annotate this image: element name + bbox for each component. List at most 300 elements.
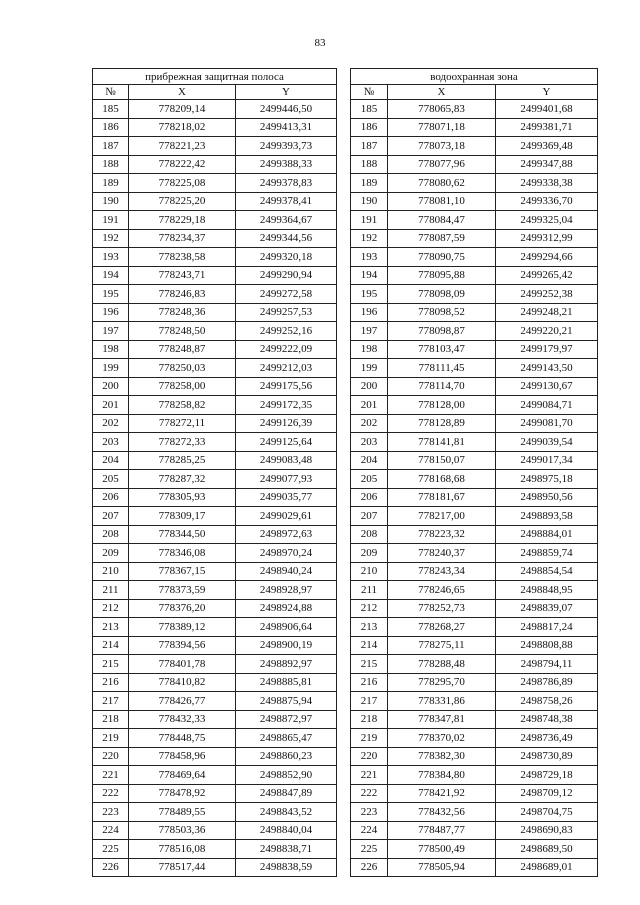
y-coordinate-cell: 2498859,74 xyxy=(496,544,598,563)
table-row xyxy=(351,747,598,766)
table-row xyxy=(93,599,337,618)
y-coordinate-cell: 2498689,50 xyxy=(496,840,598,859)
point-number-cell: 218 xyxy=(93,710,129,729)
y-coordinate-cell: 2498872,97 xyxy=(236,710,337,729)
table-row xyxy=(351,396,598,415)
x-coordinate-cell: 778246,83 xyxy=(129,285,236,304)
point-number-cell: 215 xyxy=(351,655,388,674)
x-coordinate-cell: 778448,75 xyxy=(129,729,236,748)
table-row xyxy=(351,285,598,304)
column-header-y: Y xyxy=(236,85,337,100)
x-coordinate-cell: 778346,08 xyxy=(129,544,236,563)
table-row xyxy=(93,581,337,600)
y-coordinate-cell: 2498786,89 xyxy=(496,673,598,692)
point-number-cell: 195 xyxy=(351,285,388,304)
y-coordinate-cell: 2498736,49 xyxy=(496,729,598,748)
x-coordinate-cell: 778098,52 xyxy=(388,303,496,322)
point-number-cell: 188 xyxy=(351,155,388,174)
y-coordinate-cell: 2499083,48 xyxy=(236,451,337,470)
y-coordinate-cell: 2499401,68 xyxy=(496,100,598,119)
y-coordinate-cell: 2498852,90 xyxy=(236,766,337,785)
x-coordinate-cell: 778432,56 xyxy=(388,803,496,822)
point-number-cell: 198 xyxy=(93,340,129,359)
y-coordinate-cell: 2498839,07 xyxy=(496,599,598,618)
table-row xyxy=(93,118,337,137)
x-coordinate-cell: 778252,73 xyxy=(388,599,496,618)
point-number-cell: 210 xyxy=(93,562,129,581)
x-coordinate-cell: 778240,37 xyxy=(388,544,496,563)
point-number-cell: 197 xyxy=(351,322,388,341)
table-row xyxy=(93,211,337,230)
y-coordinate-cell: 2498928,97 xyxy=(236,581,337,600)
point-number-cell: 205 xyxy=(93,470,129,489)
x-coordinate-cell: 778221,23 xyxy=(129,137,236,156)
table-row xyxy=(93,525,337,544)
x-coordinate-cell: 778080,62 xyxy=(388,174,496,193)
point-number-cell: 222 xyxy=(93,784,129,803)
x-coordinate-cell: 778168,68 xyxy=(388,470,496,489)
y-coordinate-cell: 2499084,71 xyxy=(496,396,598,415)
x-coordinate-cell: 778478,92 xyxy=(129,784,236,803)
x-coordinate-cell: 778223,32 xyxy=(388,525,496,544)
x-coordinate-cell: 778071,18 xyxy=(388,118,496,137)
point-number-cell: 190 xyxy=(93,192,129,211)
x-coordinate-cell: 778516,08 xyxy=(129,840,236,859)
point-number-cell: 224 xyxy=(351,821,388,840)
table-row xyxy=(351,266,598,285)
point-number-cell: 216 xyxy=(351,673,388,692)
x-coordinate-cell: 778288,48 xyxy=(388,655,496,674)
table-row xyxy=(93,192,337,211)
x-coordinate-cell: 778243,71 xyxy=(129,266,236,285)
table-row xyxy=(93,322,337,341)
table-row xyxy=(351,451,598,470)
x-coordinate-cell: 778234,37 xyxy=(129,229,236,248)
point-number-cell: 193 xyxy=(351,248,388,267)
x-coordinate-cell: 778258,82 xyxy=(129,396,236,415)
table-row xyxy=(93,840,337,859)
y-coordinate-cell: 2499017,34 xyxy=(496,451,598,470)
x-coordinate-cell: 778103,47 xyxy=(388,340,496,359)
y-coordinate-cell: 2498875,94 xyxy=(236,692,337,711)
x-coordinate-cell: 778370,02 xyxy=(388,729,496,748)
y-coordinate-cell: 2499179,97 xyxy=(496,340,598,359)
x-coordinate-cell: 778347,81 xyxy=(388,710,496,729)
y-coordinate-cell: 2499336,70 xyxy=(496,192,598,211)
point-number-cell: 192 xyxy=(351,229,388,248)
x-coordinate-cell: 778287,32 xyxy=(129,470,236,489)
point-number-cell: 210 xyxy=(351,562,388,581)
table-row xyxy=(351,710,598,729)
x-coordinate-cell: 778150,07 xyxy=(388,451,496,470)
y-coordinate-cell: 2498860,23 xyxy=(236,747,337,766)
table-row xyxy=(93,821,337,840)
y-coordinate-cell: 2499364,67 xyxy=(236,211,337,230)
point-number-cell: 206 xyxy=(93,488,129,507)
table-row xyxy=(93,451,337,470)
x-coordinate-cell: 778305,93 xyxy=(129,488,236,507)
table-row xyxy=(351,507,598,526)
point-number-cell: 187 xyxy=(351,137,388,156)
x-coordinate-cell: 778421,92 xyxy=(388,784,496,803)
x-coordinate-cell: 778128,89 xyxy=(388,414,496,433)
table-row xyxy=(351,766,598,785)
x-coordinate-cell: 778222,42 xyxy=(129,155,236,174)
coastal-protection-strip-table xyxy=(92,68,337,877)
table-row xyxy=(93,803,337,822)
point-number-cell: 208 xyxy=(351,525,388,544)
point-number-cell: 203 xyxy=(351,433,388,452)
point-number-cell: 212 xyxy=(93,599,129,618)
point-number-cell: 226 xyxy=(351,858,388,877)
table-row xyxy=(351,581,598,600)
x-coordinate-cell: 778238,58 xyxy=(129,248,236,267)
y-coordinate-cell: 2499172,35 xyxy=(236,396,337,415)
point-number-cell: 194 xyxy=(351,266,388,285)
y-coordinate-cell: 2498838,59 xyxy=(236,858,337,877)
table-row xyxy=(351,692,598,711)
x-coordinate-cell: 778500,49 xyxy=(388,840,496,859)
table-row xyxy=(351,470,598,489)
y-coordinate-cell: 2498972,63 xyxy=(236,525,337,544)
x-coordinate-cell: 778285,25 xyxy=(129,451,236,470)
point-number-cell: 221 xyxy=(351,766,388,785)
point-number-cell: 207 xyxy=(93,507,129,526)
y-coordinate-cell: 2498975,18 xyxy=(496,470,598,489)
y-coordinate-cell: 2498840,04 xyxy=(236,821,337,840)
page-number: 83 xyxy=(314,37,326,49)
point-number-cell: 220 xyxy=(351,747,388,766)
point-number-cell: 222 xyxy=(351,784,388,803)
y-coordinate-cell: 2499126,39 xyxy=(236,414,337,433)
table-row xyxy=(351,636,598,655)
x-coordinate-cell: 778225,08 xyxy=(129,174,236,193)
point-number-cell: 207 xyxy=(351,507,388,526)
x-coordinate-cell: 778246,65 xyxy=(388,581,496,600)
y-coordinate-cell: 2499344,56 xyxy=(236,229,337,248)
x-coordinate-cell: 778295,70 xyxy=(388,673,496,692)
x-coordinate-cell: 778272,11 xyxy=(129,414,236,433)
table-row xyxy=(351,433,598,452)
column-header-num: № xyxy=(351,85,388,100)
point-number-cell: 224 xyxy=(93,821,129,840)
y-coordinate-cell: 2498906,64 xyxy=(236,618,337,637)
y-coordinate-cell: 2498892,97 xyxy=(236,655,337,674)
table-row xyxy=(93,858,337,877)
x-coordinate-cell: 778401,78 xyxy=(129,655,236,674)
x-coordinate-cell: 778218,02 xyxy=(129,118,236,137)
point-number-cell: 203 xyxy=(93,433,129,452)
y-coordinate-cell: 2498729,18 xyxy=(496,766,598,785)
y-coordinate-cell: 2499312,99 xyxy=(496,229,598,248)
point-number-cell: 220 xyxy=(93,747,129,766)
y-coordinate-cell: 2498848,95 xyxy=(496,581,598,600)
x-coordinate-cell: 778077,96 xyxy=(388,155,496,174)
y-coordinate-cell: 2499130,67 xyxy=(496,377,598,396)
point-number-cell: 189 xyxy=(351,174,388,193)
table-row xyxy=(351,525,598,544)
point-number-cell: 214 xyxy=(93,636,129,655)
point-number-cell: 194 xyxy=(93,266,129,285)
y-coordinate-cell: 2499220,21 xyxy=(496,322,598,341)
column-header-x: X xyxy=(388,85,496,100)
point-number-cell: 209 xyxy=(351,544,388,563)
table-row xyxy=(351,821,598,840)
point-number-cell: 204 xyxy=(351,451,388,470)
point-number-cell: 219 xyxy=(351,729,388,748)
y-coordinate-cell: 2498817,24 xyxy=(496,618,598,637)
table-row xyxy=(351,229,598,248)
x-coordinate-cell: 778309,17 xyxy=(129,507,236,526)
point-number-cell: 225 xyxy=(93,840,129,859)
x-coordinate-cell: 778229,18 xyxy=(129,211,236,230)
point-number-cell: 223 xyxy=(351,803,388,822)
x-coordinate-cell: 778432,33 xyxy=(129,710,236,729)
point-number-cell: 217 xyxy=(351,692,388,711)
y-coordinate-cell: 2498838,71 xyxy=(236,840,337,859)
x-coordinate-cell: 778181,67 xyxy=(388,488,496,507)
y-coordinate-cell: 2499222,09 xyxy=(236,340,337,359)
y-coordinate-cell: 2499248,21 xyxy=(496,303,598,322)
x-coordinate-cell: 778141,81 xyxy=(388,433,496,452)
y-coordinate-cell: 2499252,16 xyxy=(236,322,337,341)
table-row xyxy=(93,747,337,766)
table-row xyxy=(93,710,337,729)
y-coordinate-cell: 2499347,88 xyxy=(496,155,598,174)
point-number-cell: 212 xyxy=(351,599,388,618)
y-coordinate-cell: 2498748,38 xyxy=(496,710,598,729)
table-row xyxy=(93,784,337,803)
x-coordinate-cell: 778376,20 xyxy=(129,599,236,618)
x-coordinate-cell: 778272,33 xyxy=(129,433,236,452)
x-coordinate-cell: 778209,14 xyxy=(129,100,236,119)
y-coordinate-cell: 2499212,03 xyxy=(236,359,337,378)
point-number-cell: 205 xyxy=(351,470,388,489)
x-coordinate-cell: 778384,80 xyxy=(388,766,496,785)
y-coordinate-cell: 2499369,48 xyxy=(496,137,598,156)
point-number-cell: 226 xyxy=(93,858,129,877)
point-number-cell: 199 xyxy=(351,359,388,378)
table-row xyxy=(351,248,598,267)
point-number-cell: 195 xyxy=(93,285,129,304)
y-coordinate-cell: 2498794,11 xyxy=(496,655,598,674)
y-coordinate-cell: 2498885,81 xyxy=(236,673,337,692)
x-coordinate-cell: 778073,18 xyxy=(388,137,496,156)
point-number-cell: 193 xyxy=(93,248,129,267)
table-row xyxy=(93,137,337,156)
y-coordinate-cell: 2499035,77 xyxy=(236,488,337,507)
point-number-cell: 213 xyxy=(93,618,129,637)
y-coordinate-cell: 2498704,75 xyxy=(496,803,598,822)
x-coordinate-cell: 778084,47 xyxy=(388,211,496,230)
point-number-cell: 187 xyxy=(93,137,129,156)
y-coordinate-cell: 2498865,47 xyxy=(236,729,337,748)
point-number-cell: 197 xyxy=(93,322,129,341)
table-row xyxy=(93,396,337,415)
table-row xyxy=(93,673,337,692)
table-row xyxy=(351,784,598,803)
water-protection-zone-table xyxy=(350,68,598,877)
x-coordinate-cell: 778087,59 xyxy=(388,229,496,248)
y-coordinate-cell: 2498893,58 xyxy=(496,507,598,526)
point-number-cell: 208 xyxy=(93,525,129,544)
point-number-cell: 213 xyxy=(351,618,388,637)
y-coordinate-cell: 2498843,52 xyxy=(236,803,337,822)
table-row xyxy=(93,266,337,285)
point-number-cell: 199 xyxy=(93,359,129,378)
table-row xyxy=(93,433,337,452)
table-row xyxy=(351,174,598,193)
y-coordinate-cell: 2499393,73 xyxy=(236,137,337,156)
y-coordinate-cell: 2499039,54 xyxy=(496,433,598,452)
table-row xyxy=(93,766,337,785)
table-row xyxy=(351,840,598,859)
table-row xyxy=(351,100,598,119)
y-coordinate-cell: 2498758,26 xyxy=(496,692,598,711)
table-row xyxy=(351,858,598,877)
column-header-num: № xyxy=(93,85,129,100)
table-row xyxy=(93,636,337,655)
y-coordinate-cell: 2499413,31 xyxy=(236,118,337,137)
table-row xyxy=(351,599,598,618)
y-coordinate-cell: 2499252,38 xyxy=(496,285,598,304)
x-coordinate-cell: 778095,88 xyxy=(388,266,496,285)
x-coordinate-cell: 778258,00 xyxy=(129,377,236,396)
x-coordinate-cell: 778505,94 xyxy=(388,858,496,877)
y-coordinate-cell: 2498950,56 xyxy=(496,488,598,507)
table-row xyxy=(93,544,337,563)
y-coordinate-cell: 2498854,54 xyxy=(496,562,598,581)
point-number-cell: 214 xyxy=(351,636,388,655)
y-coordinate-cell: 2499325,04 xyxy=(496,211,598,230)
point-number-cell: 225 xyxy=(351,840,388,859)
table-row xyxy=(351,137,598,156)
point-number-cell: 191 xyxy=(351,211,388,230)
table-row xyxy=(93,229,337,248)
point-number-cell: 219 xyxy=(93,729,129,748)
y-coordinate-cell: 2498970,24 xyxy=(236,544,337,563)
x-coordinate-cell: 778090,75 xyxy=(388,248,496,267)
table-row xyxy=(93,507,337,526)
point-number-cell: 191 xyxy=(93,211,129,230)
table-row xyxy=(93,155,337,174)
y-coordinate-cell: 2499029,61 xyxy=(236,507,337,526)
point-number-cell: 200 xyxy=(93,377,129,396)
y-coordinate-cell: 2499265,42 xyxy=(496,266,598,285)
y-coordinate-cell: 2498940,24 xyxy=(236,562,337,581)
table-row xyxy=(93,414,337,433)
x-coordinate-cell: 778065,83 xyxy=(388,100,496,119)
point-number-cell: 211 xyxy=(93,581,129,600)
y-coordinate-cell: 2498847,89 xyxy=(236,784,337,803)
table-row xyxy=(351,655,598,674)
table-row xyxy=(351,155,598,174)
x-coordinate-cell: 778225,20 xyxy=(129,192,236,211)
point-number-cell: 221 xyxy=(93,766,129,785)
x-coordinate-cell: 778248,87 xyxy=(129,340,236,359)
point-number-cell: 202 xyxy=(93,414,129,433)
x-coordinate-cell: 778389,12 xyxy=(129,618,236,637)
x-coordinate-cell: 778394,56 xyxy=(129,636,236,655)
y-coordinate-cell: 2499143,50 xyxy=(496,359,598,378)
y-coordinate-cell: 2498709,12 xyxy=(496,784,598,803)
table-row xyxy=(93,248,337,267)
table-row xyxy=(351,562,598,581)
y-coordinate-cell: 2498900,19 xyxy=(236,636,337,655)
y-coordinate-cell: 2499257,53 xyxy=(236,303,337,322)
x-coordinate-cell: 778458,96 xyxy=(129,747,236,766)
table-row xyxy=(93,303,337,322)
x-coordinate-cell: 778111,45 xyxy=(388,359,496,378)
y-coordinate-cell: 2499378,83 xyxy=(236,174,337,193)
x-coordinate-cell: 778489,55 xyxy=(129,803,236,822)
point-number-cell: 190 xyxy=(351,192,388,211)
x-coordinate-cell: 778217,00 xyxy=(388,507,496,526)
table-row xyxy=(351,488,598,507)
table-title: прибрежная защитная полоса xyxy=(93,69,337,85)
point-number-cell: 202 xyxy=(351,414,388,433)
y-coordinate-cell: 2499338,38 xyxy=(496,174,598,193)
x-coordinate-cell: 778243,34 xyxy=(388,562,496,581)
y-coordinate-cell: 2499381,71 xyxy=(496,118,598,137)
y-coordinate-cell: 2498730,89 xyxy=(496,747,598,766)
table-row xyxy=(351,322,598,341)
table-row xyxy=(351,729,598,748)
y-coordinate-cell: 2498690,83 xyxy=(496,821,598,840)
x-coordinate-cell: 778426,77 xyxy=(129,692,236,711)
table-row xyxy=(93,655,337,674)
table-row xyxy=(93,174,337,193)
x-coordinate-cell: 778410,82 xyxy=(129,673,236,692)
column-header-x: X xyxy=(129,85,236,100)
table-row xyxy=(93,377,337,396)
point-number-cell: 198 xyxy=(351,340,388,359)
table-row xyxy=(351,303,598,322)
point-number-cell: 185 xyxy=(93,100,129,119)
point-number-cell: 186 xyxy=(93,118,129,137)
table-row xyxy=(93,729,337,748)
x-coordinate-cell: 778367,15 xyxy=(129,562,236,581)
table-row xyxy=(93,285,337,304)
y-coordinate-cell: 2498808,88 xyxy=(496,636,598,655)
table-row xyxy=(351,211,598,230)
x-coordinate-cell: 778098,87 xyxy=(388,322,496,341)
table-row xyxy=(93,100,337,119)
table-row xyxy=(93,470,337,489)
x-coordinate-cell: 778382,30 xyxy=(388,747,496,766)
table-row xyxy=(93,359,337,378)
table-row xyxy=(351,673,598,692)
x-coordinate-cell: 778250,03 xyxy=(129,359,236,378)
point-number-cell: 189 xyxy=(93,174,129,193)
table-row xyxy=(351,359,598,378)
point-number-cell: 211 xyxy=(351,581,388,600)
x-coordinate-cell: 778503,36 xyxy=(129,821,236,840)
table-row xyxy=(351,377,598,396)
x-coordinate-cell: 778469,64 xyxy=(129,766,236,785)
table-row xyxy=(351,414,598,433)
table-row xyxy=(93,562,337,581)
y-coordinate-cell: 2499081,70 xyxy=(496,414,598,433)
y-coordinate-cell: 2498884,01 xyxy=(496,525,598,544)
table-title: водоохранная зона xyxy=(351,69,598,85)
x-coordinate-cell: 778128,00 xyxy=(388,396,496,415)
x-coordinate-cell: 778248,36 xyxy=(129,303,236,322)
y-coordinate-cell: 2499175,56 xyxy=(236,377,337,396)
y-coordinate-cell: 2498689,01 xyxy=(496,858,598,877)
table-row xyxy=(351,544,598,563)
point-number-cell: 223 xyxy=(93,803,129,822)
